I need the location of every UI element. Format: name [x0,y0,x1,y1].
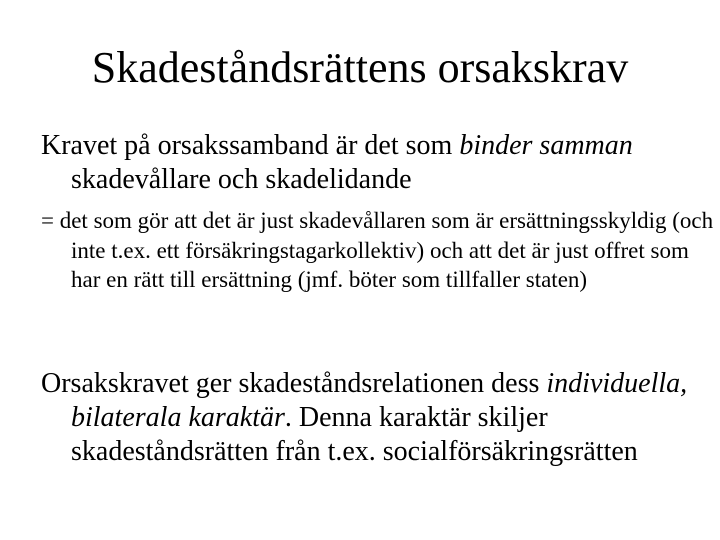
slide-title: Skadeståndsrättens orsakskrav [91,43,629,92]
paragraph-2-text: = det som gör att det är just skadevållaren som är ersättningsskyldig (och inte t.ex. ett försäkringstagarkollektiv) och att det är just offret som har en rätt till ersättning (jmf. böter som tillfaller staten) [41,208,714,292]
paragraph-explanation [41,206,720,295]
paragraph-3-italic: individuella, bilaterala karaktär [71,368,688,433]
paragraph-bilateral-character [41,367,720,469]
paragraph-causation-requirement [41,129,720,197]
paragraph-3-text-b: . Denna karaktär skiljer skadeståndsrätten från t.ex. socialförsäkringsrätten [71,402,638,467]
paragraph-1-text-a: Kravet på orsakssamband är det som [41,130,460,161]
paragraph-1-italic: binder samman [459,130,633,161]
paragraph-3-text-a: Orsakskravet ger skadeståndsrelationen dess [41,368,547,399]
paragraph-1-text-b: skadevållare och skadelidande [71,164,412,195]
